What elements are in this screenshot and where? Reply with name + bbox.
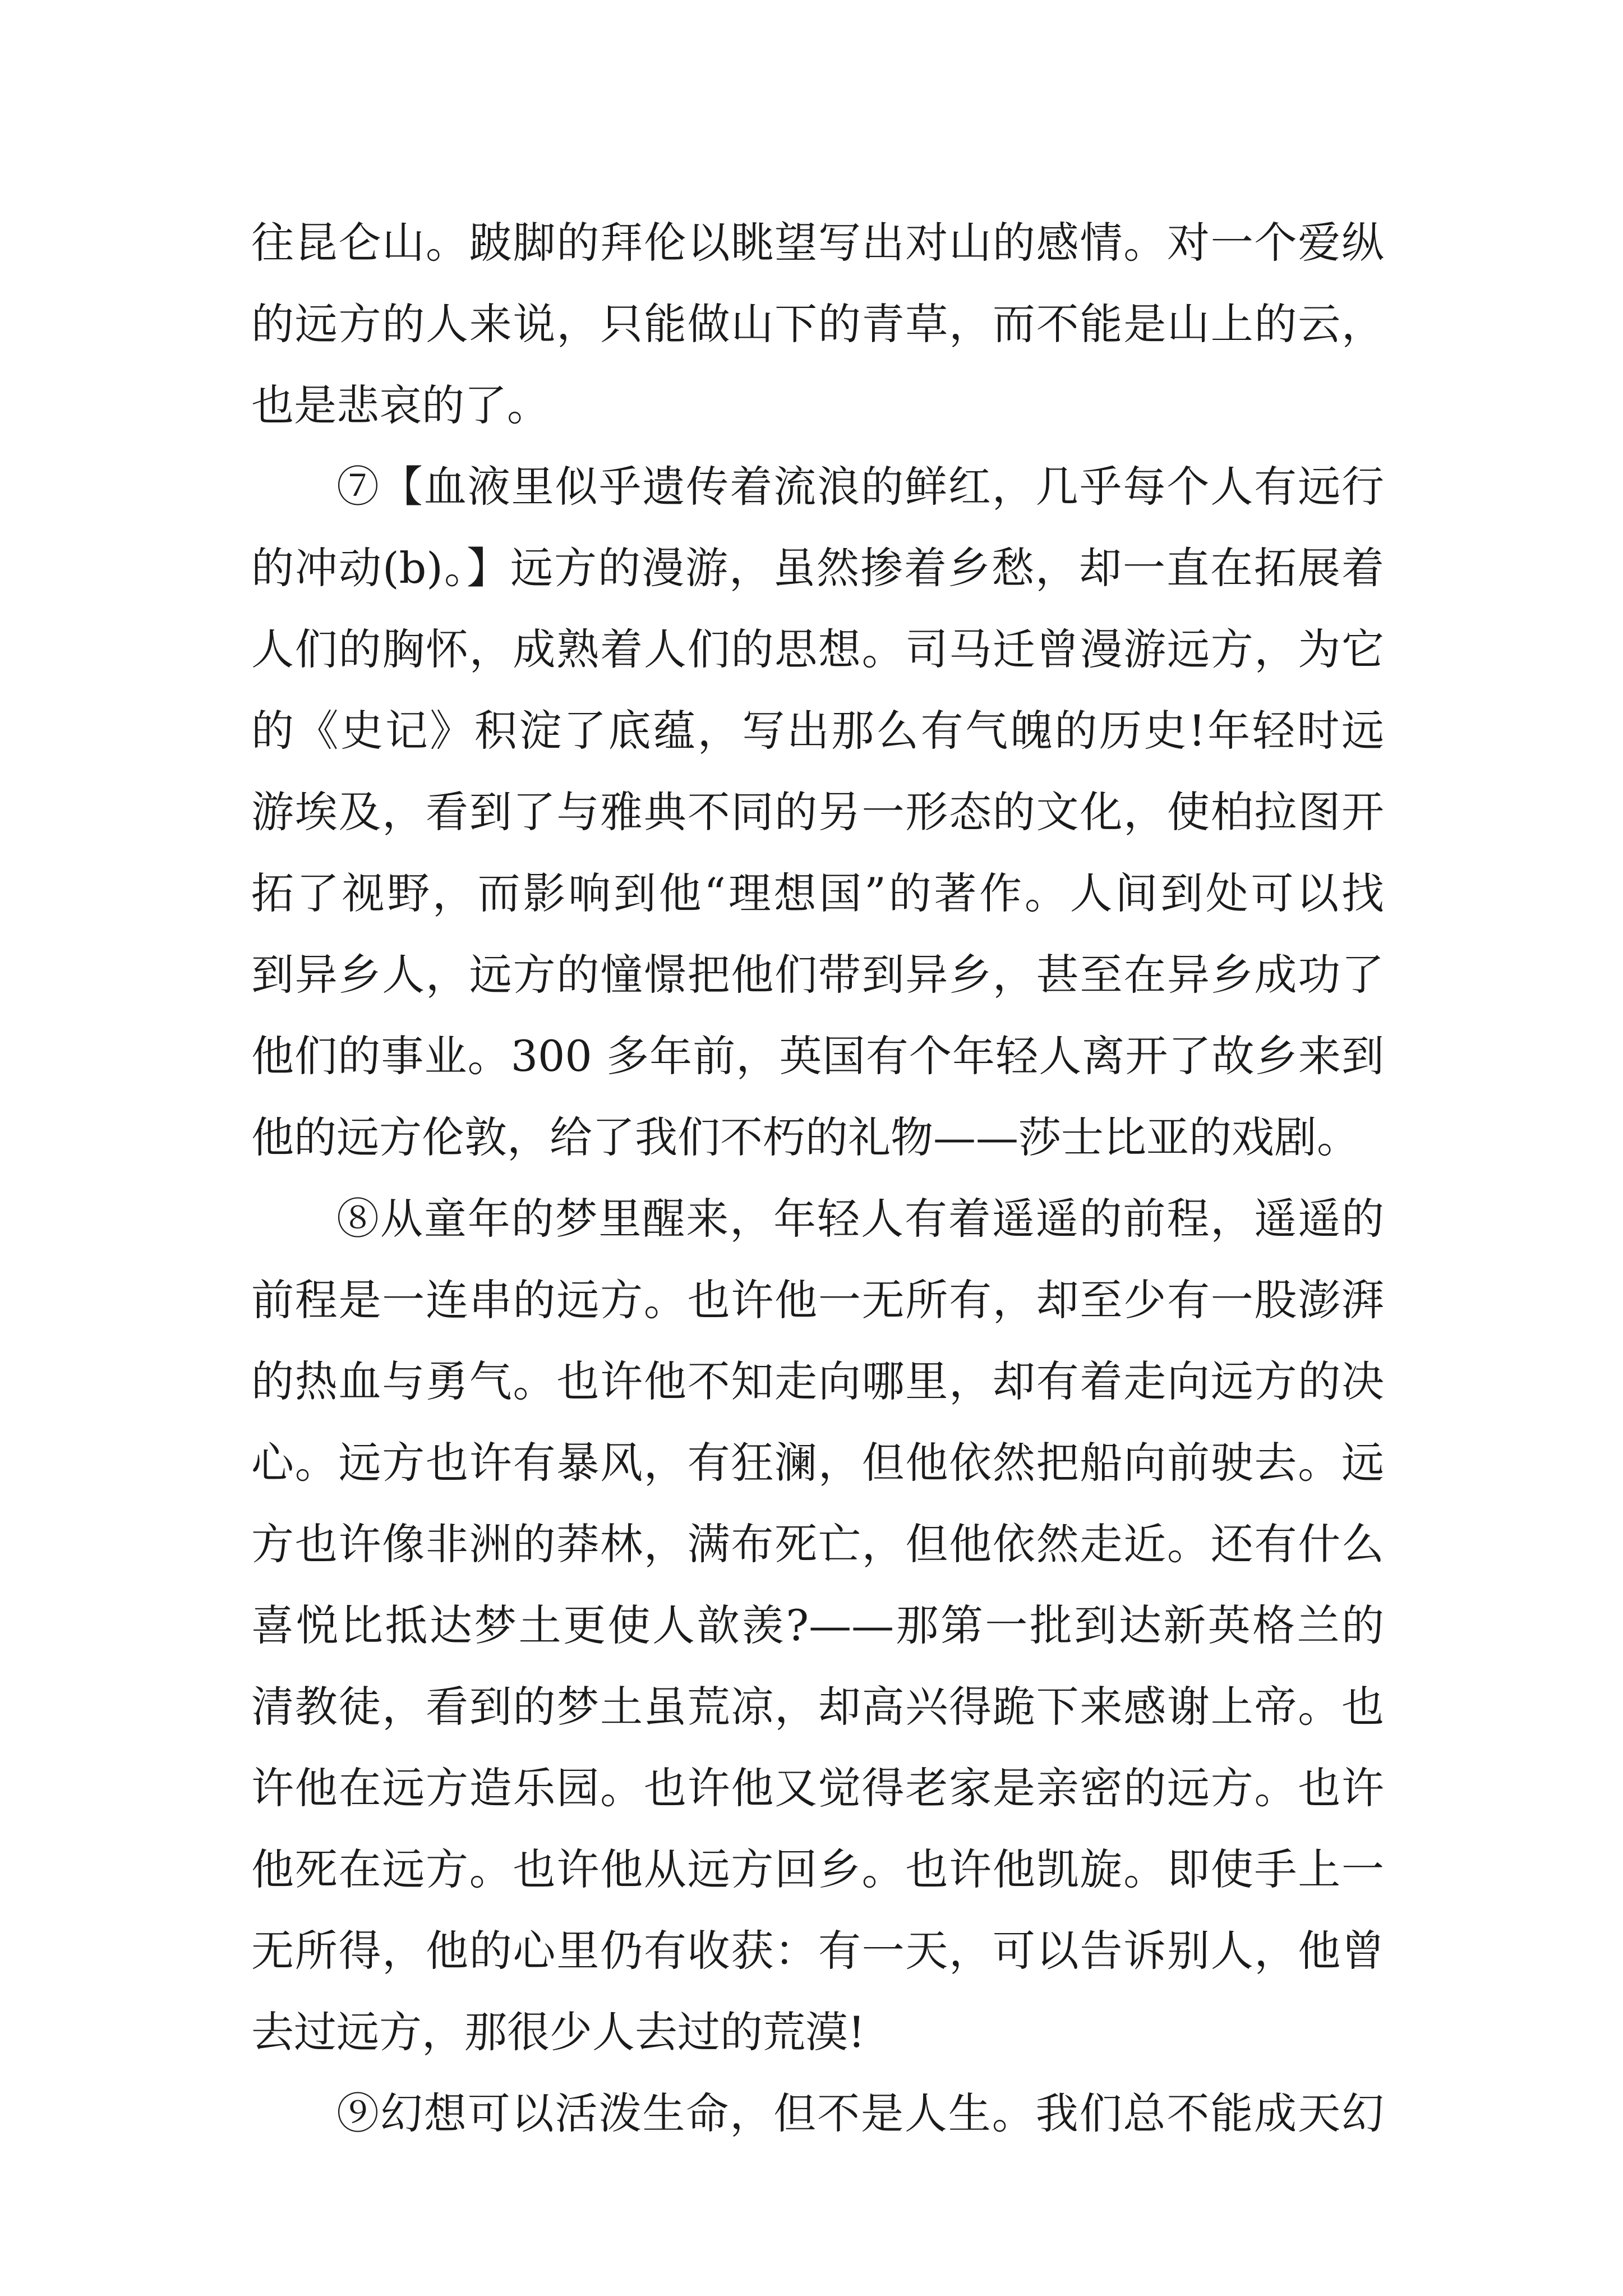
paragraph-9-start (251, 2073, 1384, 2154)
paragraph-6-continuation (251, 202, 1384, 446)
text-line: 心。远方也许有暴风，有狂澜，但他依然把船向前驶去。远 (251, 1438, 1384, 1488)
text-line: 他死在远方。也许他从远方回乡。也许他凯旋。即使手上一 (251, 1844, 1384, 1894)
text-line: 到异乡人，远方的憧憬把他们带到异乡，甚至在异乡成功了 (251, 950, 1384, 1000)
text-line: 清教徒，看到的梦土虽荒凉，却高兴得跪下来感谢上帝。也 (251, 1682, 1384, 1732)
text-line: 也是悲哀的了。 (251, 380, 550, 430)
text-line: 他的远方伦敦，给了我们不朽的礼物——莎士比亚的戏剧。 (251, 1112, 1359, 1162)
text-line: ⑦【血液里似乎遗传着流浪的鲜红，几乎每个人有远行 (336, 462, 1384, 512)
text-line: 他们的事业。300 多年前，英国有个年轻人离开了故乡来到 (251, 1031, 1384, 1081)
paragraph-8 (251, 1178, 1384, 2073)
paragraph-7 (251, 446, 1384, 1178)
text-line: ⑨幻想可以活泼生命，但不是人生。我们总不能成天幻 (336, 2088, 1384, 2138)
text-line: 喜悦比抵达梦土更使人歆羡?——那第一批到达新英格兰的 (251, 1600, 1384, 1650)
text-line: 往昆仑山。跛脚的拜伦以眺望写出对山的感情。对一个爱纵 (251, 218, 1384, 268)
text-line: ⑧从童年的梦里醒来，年轻人有着遥遥的前程，遥遥的 (336, 1194, 1384, 1244)
text-line: 拓了视野，而影响到他“理想国”的著作。人间到处可以找 (251, 868, 1384, 918)
text-line: 许他在远方造乐园。也许他又觉得老家是亲密的远方。也许 (251, 1763, 1384, 1813)
text-line: 去过远方，那很少人去过的荒漠! (251, 2007, 865, 2057)
text-line: 的远方的人来说，只能做山下的青草，而不能是山上的云， (251, 299, 1384, 349)
text-line: 前程是一连串的远方。也许他一无所有，却至少有一股澎湃 (251, 1275, 1384, 1325)
text-line: 人们的胸怀，成熟着人们的思想。司马迁曾漫游远方，为它 (251, 624, 1384, 674)
text-line: 游埃及，看到了与雅典不同的另一形态的文化，使柏拉图开 (251, 787, 1384, 837)
text-line: 的热血与勇气。也许他不知走向哪里，却有着走向远方的决 (251, 1356, 1384, 1406)
text-line: 方也许像非洲的莽林，满布死亡，但他依然走近。还有什么 (251, 1519, 1384, 1569)
text-line: 的《史记》积淀了底蕴，写出那么有气魄的历史!年轻时远 (251, 706, 1384, 756)
text-line: 无所得，他的心里仍有收获：有一天，可以告诉别人，他曾 (251, 1926, 1384, 1976)
text-line: 的冲动(b)。】远方的漫游，虽然掺着乡愁，却一直在拓展着 (251, 543, 1384, 593)
document-body (251, 202, 1384, 2154)
